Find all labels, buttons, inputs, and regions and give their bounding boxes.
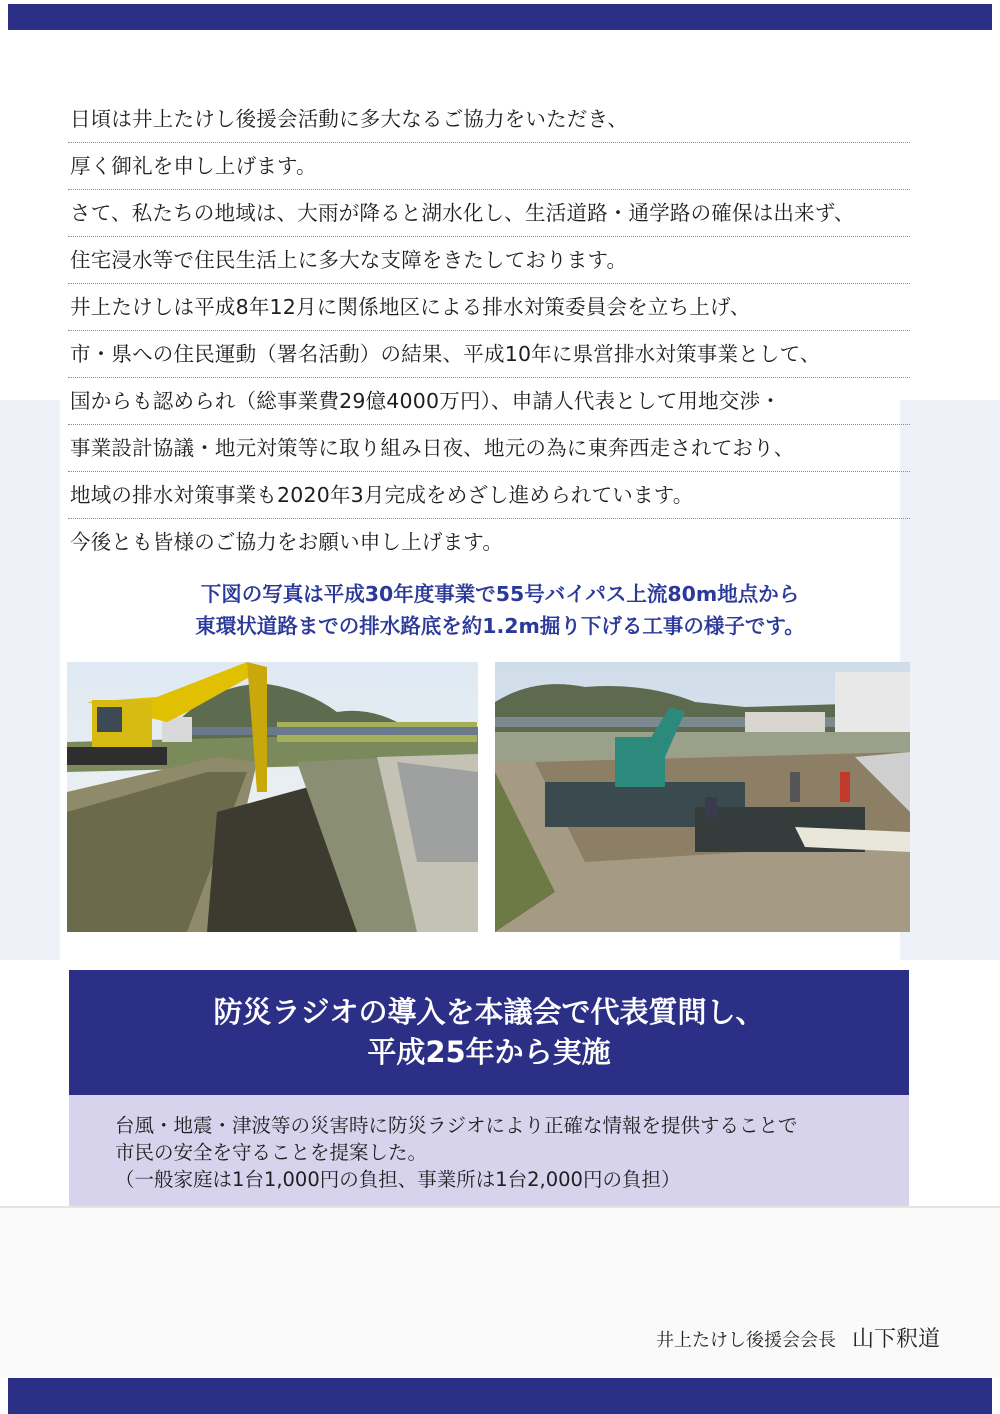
letter-line: 事業設計協議・地元対策等に取り組み日夜、地元の為に東奔西走されており、 (68, 425, 910, 472)
background-bleed-left (0, 400, 60, 960)
letter-line: 今後とも皆様のご協力をお願い申し上げます。 (70, 530, 504, 554)
letter-line: 井上たけしは平成8年12月に関係地区による排水対策委員会を立ち上げ、 (68, 284, 910, 331)
bosai-body-line3: （一般家庭は1台1,000円の負担、事業所は1台2,000円の負担） (115, 1168, 681, 1191)
photo-caption (60, 578, 940, 642)
signature-name: 山下釈道 (851, 1327, 940, 1352)
construction-photo-excavator (67, 662, 478, 932)
letter-line: さて、私たちの地域は、大雨が降ると湖水化し、生活道路・通学路の確保は出来ず、 (68, 190, 910, 237)
top-band (8, 4, 992, 30)
bosai-radio-body (69, 1095, 909, 1207)
letter-line: 厚く御礼を申し上げます。 (68, 143, 910, 190)
signature-role: 井上たけし後援会会長 (655, 1330, 836, 1351)
bottom-band (8, 1378, 992, 1414)
letter-line: 日頃は井上たけし後援会活動に多大なるご協力をいただき、 (68, 96, 910, 143)
construction-photo-dredging (495, 662, 910, 932)
background-bleed-right (900, 400, 1000, 960)
fold-crease (0, 1206, 1000, 1208)
greeting-letter (68, 96, 910, 565)
letter-line: 国からも認められ（総事業費29億4000万円）、申請人代表として用地交渉・ (68, 378, 910, 425)
letter-line: 地域の排水対策事業も2020年3月完成をめざし進められています。 (68, 472, 910, 519)
bosai-body-line1: 台風・地震・津波等の災害時に防災ラジオにより正確な情報を提供することで (115, 1114, 798, 1137)
bosai-body-line2: 市民の安全を守ることを提案した。 (115, 1141, 428, 1164)
letter-line: 住宅浸水等で住民生活上に多大な支障をきたしております。 (68, 237, 910, 284)
letter-line: 市・県への住民運動（署名活動）の結果、平成10年に県営排水対策事業として、 (68, 331, 910, 378)
bosai-title-line2: 平成25年から実施 (367, 1035, 611, 1069)
photo-caption-line2: 東環状道路までの排水路底を約1.2m掘り下げる工事の様子です。 (195, 614, 805, 638)
bosai-radio-heading (69, 970, 909, 1095)
top-border (0, 0, 1000, 38)
bosai-title-line1: 防災ラジオの導入を本議会で代表質問し、 (213, 995, 765, 1029)
photo-caption-line1: 下図の写真は平成30年度事業で55号バイパス上流80m地点から (200, 582, 800, 606)
signature (656, 1322, 940, 1353)
